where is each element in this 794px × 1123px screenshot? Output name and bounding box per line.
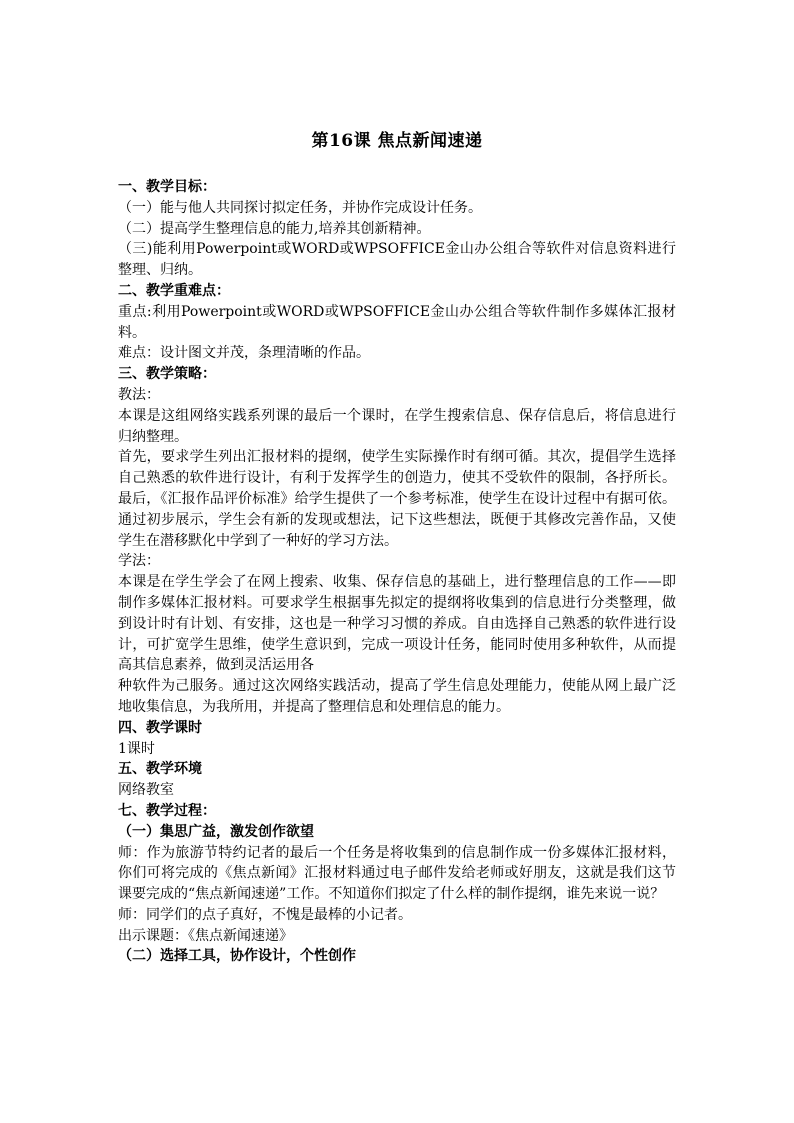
document-body <box>118 177 676 967</box>
paragraph: 1课时 <box>118 740 155 757</box>
heading-process: 七、教学过程： <box>118 802 216 819</box>
paragraph: 师：同学们的点子真好，不愧是最棒的小记者。 <box>118 906 412 923</box>
subheading: （一）集思广益，激发创作欲望 <box>118 823 314 840</box>
heading-strategy: 三、教学策略： <box>118 366 216 383</box>
paragraph: 师：作为旅游节特约记者的最后一个任务是将收集到的信息制作成一份多媒体汇报材料，你们可将完成的《焦点新闻》汇报材料通过电子邮件发给老师或好朋友，这就是我们这节课要完成的“焦点新闻速递”工作。不知道你们拟定了什么样的制作提纲，谁先来说一说？ <box>118 844 676 903</box>
paragraph: 出示课题：《焦点新闻速递》 <box>118 927 293 944</box>
heading-environment: 五、教学环境 <box>118 761 202 778</box>
paragraph: 难点：设计图文并茂，条理清晰的作品。 <box>118 345 370 362</box>
paragraph: 种软件为己服务。通过这次网络实践活动，提高了学生信息处理能力，使能从网上最广泛地收集信息，为我所用，并提高了整理信息和处理信息的能力。 <box>118 678 676 715</box>
paragraph: 教法： <box>118 386 160 403</box>
paragraph: （三)能利用Powerpoint或WORD或WPSOFFICE金山办公组合等软件对信息资料进行整理、归纳。 <box>118 241 676 279</box>
paragraph: （二）提高学生整理信息的能力,培养其创新精神。 <box>118 220 431 237</box>
heading-key-points: 二、教学重难点： <box>118 282 230 299</box>
paragraph: 首先，要求学生列出汇报材料的提纲，使学生实际操作时有纲可循。其次，提倡学生选择自己熟悉的软件进行设计，有利于发挥学生的创造力，使其不受软件的限制，各抒所长。最后，《汇报作品评价标准》给学生提供了一个参考标准，使学生在设计过程中有据可依。通过初步展示，学生会有新的发现或想法，记下这些想法，既便于其修改完善作品，又使学生在潜移默化中学到了一种好的学习方法。 <box>118 449 676 549</box>
paragraph: 本课是这组网络实践系列课的最后一个课时，在学生搜索信息、保存信息后，将信息进行归纳整理。 <box>118 407 676 445</box>
heading-periods: 四、教学课时 <box>118 719 202 736</box>
paragraph: 网络教室 <box>118 782 174 799</box>
subheading: （二）选择工具，协作设计，个性创作 <box>118 948 356 965</box>
paragraph: 学法： <box>118 553 160 570</box>
paragraph: （一）能与他人共同探讨拟定任务，并协作完成设计任务。 <box>118 199 482 216</box>
heading-objectives: 一、教学目标： <box>118 179 216 195</box>
paragraph: 重点:利用Powerpoint或WORD或WPSOFFICE金山办公组合等软件制作多媒体汇报材料。 <box>118 303 676 341</box>
document-title: 第16课 焦点新闻速递 <box>311 131 483 151</box>
paragraph: 本课是在学生学会了在网上搜索、收集、保存信息的基础上，进行整理信息的工作——即制作多媒体汇报材料。可要求学生根据事先拟定的提纲将收集到的信息进行分类整理，做到设计时有计划、有安排，这也是一种学习习惯的养成。自由选择自己熟悉的软件进行设计，可扩宽学生思维，使学生意识到，完成一项设计任务，能同时使用多种软件，从而提高其信息素养，做到灵活运用各 <box>118 574 676 674</box>
